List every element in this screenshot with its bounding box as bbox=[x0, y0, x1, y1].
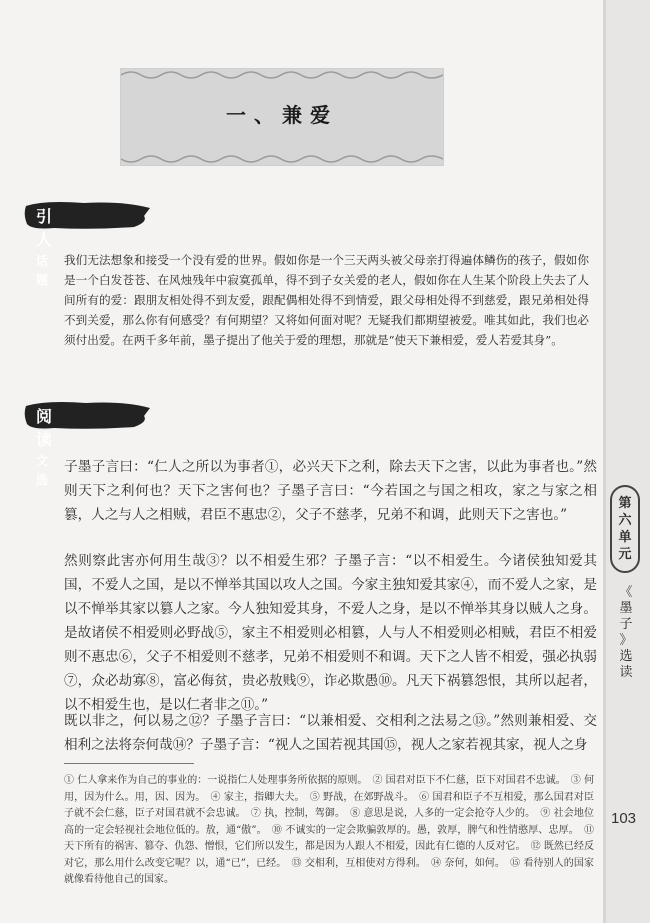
footnotes: ① 仁人拿来作为自己的事业的：一说指仁人处理事务所依据的原则。 ② 国君对臣下不仁慈，臣下对国君不忠诚。 ③ 何用，因为什么。用，因、因为。 ④ 家主，指卿大夫。 ⑤ 野战，在郊野战斗。 ⑥ 国君和臣子不互相爱，那么国君对臣子就不会仁慈，臣子对国君就不会忠诚。 ⑦ 执，控制，驾御。 ⑧ 意思是说，人多的一定会抢夺人少的。 ⑨ 社会地位高的一定会轻视社会地位低的。敖，通“傲”。 ⑩ 不诚实的一定会欺骗敦厚的。愚，敦厚，脾气和性情憨厚、忠厚。 ⑪ 天下所有的祸害、篡夺、仇怨、憎恨，它们所以发生，都是因为人跟人不相爱，因此有仁德的人反对它。 ⑫ 既然已经反对它，那么用什么改变它呢？以，通“已”，已经。 ⑬ 交相利，互相使对方得利。 ⑭ 奈何，如何。 ⑮ 看待别人的国家就像看待他自己的国家。 bbox=[64, 775, 594, 885]
lesson-title-banner bbox=[120, 68, 444, 166]
unit-label: 第 六 单 元 bbox=[618, 496, 632, 562]
intro-tab-sub: 话题 bbox=[36, 254, 49, 287]
reading-tab-sub: 文选 bbox=[36, 454, 49, 487]
unit-badge bbox=[610, 485, 640, 573]
reading-paragraph-2: 然则察此害亦何用生哉③？以不相爱生邪？子墨子言：“以不相爱生。今诸侯独知爱其国，不爱人之国，是以不惮举其国以攻人之国。今家主独知爱其家④，而不爱人之家，是以不惮举其家以篡人之家。今人独知爱其身，不爱人之身，是以不惮举其身以贼人之身。是故诸侯不相爱则必野战⑤，家主不相爱则必相篡，人与人不相爱则必相贼，君臣不相爱则不惠忠⑥，父子不相爱则不慈孝，兄弟不相爱则不和调。天下之人皆不相爱，强必执弱⑦，众必劫寡⑧，富必侮贫，贵必敖贱⑨，诈必欺愚⑩。凡天下祸篡怨恨，其所以起者，以不相爱生也，是以仁者非之⑪。” bbox=[64, 553, 597, 713]
page-number: 103 bbox=[611, 810, 637, 827]
footnote-divider bbox=[64, 763, 194, 764]
book-label: 《 墨 子 》 选 读 bbox=[619, 585, 633, 680]
intro-tab-main: 引人 bbox=[36, 207, 54, 249]
reading-paragraph-3: 既以非之，何以易之⑫？子墨子言曰：“以兼相爱、交相利之法易之⑬。”然则兼相爱、交相利之法将奈何哉⑭？子墨子言：“视人之国若视其国⑮，视人之家若视其家，视人之身 bbox=[64, 713, 597, 753]
cloud-border-bottom bbox=[121, 153, 443, 165]
intro-paragraph: 我们无法想象和接受一个没有爱的世界。假如你是一个三天两头被父母亲打得遍体鳞伤的孩子，假如你是一个白发苍苍、在风烛残年中寂寞孤单，得不到子女关爱的老人，假如你在人生某个阶段上失去了人间所有的爱：跟朋友相处得不到友爱，跟配偶相处得不到情爱，跟父母相处得不到慈爱，跟兄弟相处得不到关爱，那么你有何感受？有何期望？又将如何面对呢？无疑我们都期望被爱。唯其如此，我们也必须付出爱。在两千多年前，墨子提出了他关于爱的理想，那就是“使天下兼相爱，爱人若爱其身”。 bbox=[64, 253, 589, 347]
side-margin-strip bbox=[603, 0, 650, 923]
reading-paragraph-1: 子墨子言曰：“仁人之所以为事者①，必兴天下之利，除去天下之害，以此为事者也。”然则天下之利何也？天下之害何也？子墨子言曰：“今若国之与国之相攻，家之与家之相篡，人之与人之相贼，君臣不惠忠②，父子不慈孝，兄弟不和调，此则天下之害也。” bbox=[64, 459, 597, 523]
cloud-border-top bbox=[121, 69, 443, 81]
reading-tab-main: 阅读 bbox=[36, 407, 54, 449]
lesson-title: 一、兼爱 bbox=[226, 103, 338, 127]
